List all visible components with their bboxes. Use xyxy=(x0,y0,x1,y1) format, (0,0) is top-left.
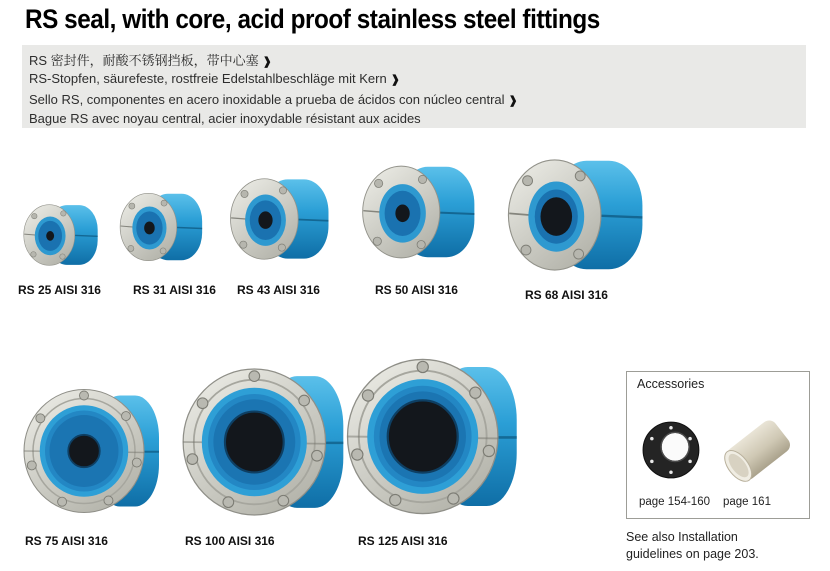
seal-photo-rs-100 xyxy=(176,360,354,524)
description-fr-text: Bague RS avec noyau central, acier inoxydable résistant aux acides xyxy=(29,111,421,126)
product-label-rs-100: RS 100 AISI 316 xyxy=(185,534,275,548)
accessory-page-ref-flange: page 154-160 xyxy=(639,496,710,508)
arrow-icon: ❱ xyxy=(262,56,272,68)
sleeve-photo xyxy=(719,416,793,488)
description-de-text: RS-Stopfen, säurefeste, rostfreie Edelstahlbeschläge mit Kern xyxy=(29,71,387,86)
seal-photo-rs-50 xyxy=(360,156,493,268)
accessory-page-ref-sleeve: page 161 xyxy=(723,496,771,508)
page-title: RS seal, with core, acid proof stainless steel fittings xyxy=(25,4,600,34)
seal-photo-rs-75 xyxy=(18,382,168,520)
seal-photo-rs-43 xyxy=(228,170,345,268)
product-label-rs-50: RS 50 AISI 316 xyxy=(375,283,458,297)
description-es-text: Sello RS, componentes en acero inoxidable a prueba de ácidos con núcleo central xyxy=(29,92,505,107)
wall-flange-photo xyxy=(641,419,703,481)
description-zh xyxy=(29,50,272,69)
description-band xyxy=(22,45,806,128)
description-de xyxy=(29,71,400,86)
accessories-title: Accessories xyxy=(637,377,705,391)
product-label-rs-68: RS 68 AISI 316 xyxy=(525,288,608,302)
installation-note-line2: guidelines on page 203. xyxy=(626,547,759,561)
description-zh-text: RS 密封件，耐酸不锈钢挡板，带中心塞 xyxy=(29,53,259,68)
product-label-rs-75: RS 75 AISI 316 xyxy=(25,534,108,548)
seal-photo-rs-25 xyxy=(22,198,110,272)
product-label-rs-25: RS 25 AISI 316 xyxy=(18,283,101,297)
description-fr xyxy=(29,111,425,126)
installation-note xyxy=(626,529,759,563)
installation-note-line1: See also Installation xyxy=(626,530,738,544)
arrow-icon: ❱ xyxy=(508,95,518,107)
arrow-icon: ❱ xyxy=(390,74,400,86)
accessories-box xyxy=(626,371,810,519)
seal-photo-rs-31 xyxy=(118,186,216,268)
product-label-rs-125: RS 125 AISI 316 xyxy=(358,534,448,548)
product-label-rs-43: RS 43 AISI 316 xyxy=(237,283,320,297)
product-label-rs-31: RS 31 AISI 316 xyxy=(133,283,216,297)
seal-photo-rs-68 xyxy=(505,148,665,282)
description-es xyxy=(29,92,518,107)
seal-photo-rs-125 xyxy=(340,350,528,523)
